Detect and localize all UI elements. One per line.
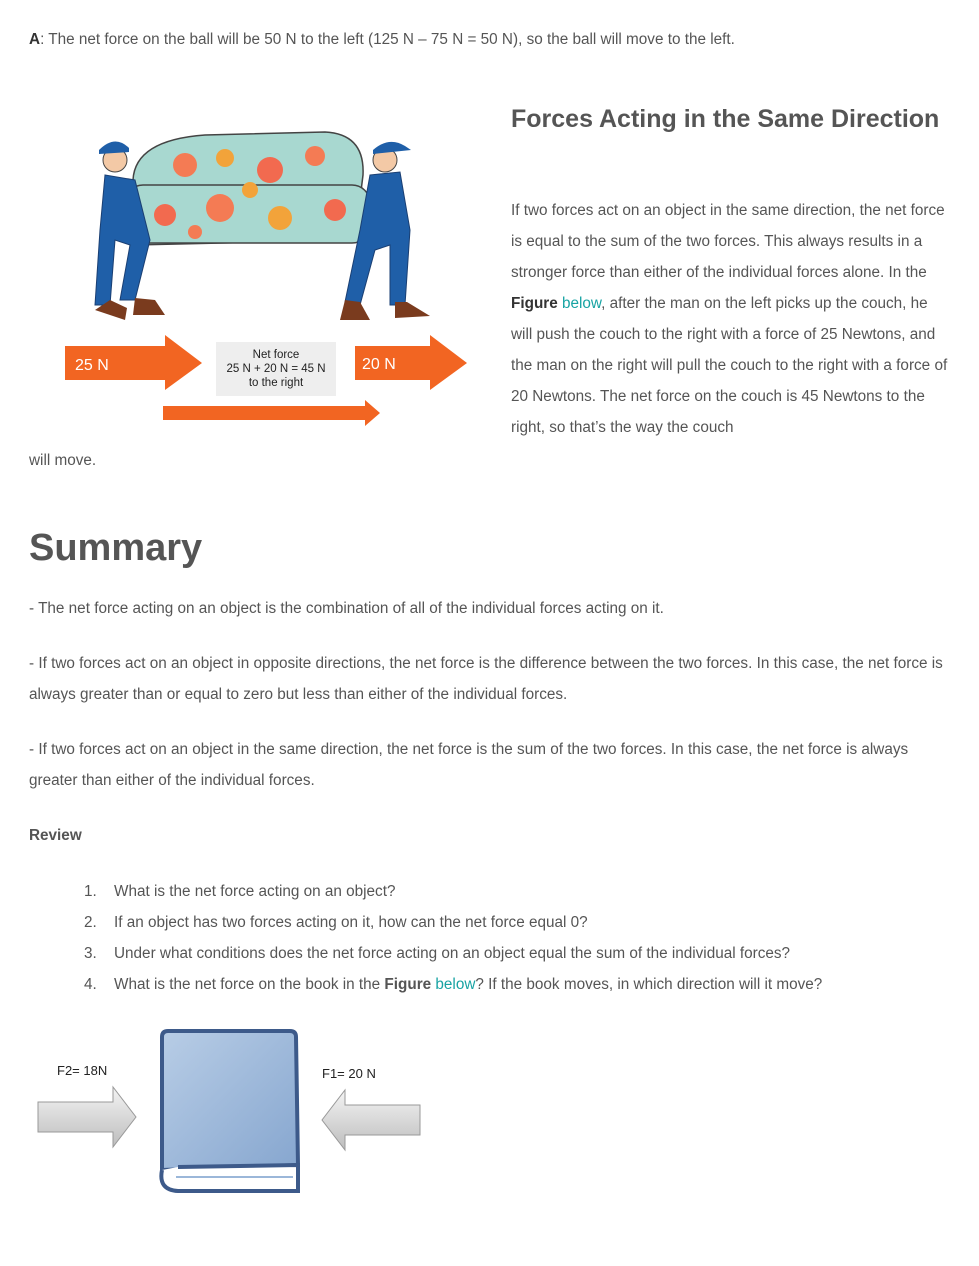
f2-arrow [38,1087,136,1147]
review-item-4: 4. What is the net force on the book in the Figure below? If the book moves, in which direction will it move? [84,976,823,993]
summary-title: Summary [29,527,203,569]
book-icon [161,1031,298,1191]
section-body [511,195,951,443]
section-body-part-1: If two forces act on an object in the same direction, the net force is equal to the sum of the two forces. This always results in a stronger force than either of the individual forces alone. In the [511,202,945,281]
below-link-2[interactable]: below [435,976,476,993]
summary-item-2: - If two forces act on an object in opposite directions, the net force is the difference between the two forces. In this case, the net force is always greater than or equal to zero but less than either of the individual forces. [29,655,943,703]
couch-illustration [125,132,370,245]
net-force-line-3: to the right [248,377,304,389]
figure-word-2: Figure [384,976,432,993]
couch-figure [55,120,475,440]
book-figure [28,1025,438,1205]
net-force-arrow [163,400,380,426]
review-item-2: 2. If an object has two forces acting on it, how can the net force equal 0? [84,914,588,931]
answer-paragraph [29,24,959,55]
below-link[interactable]: below [562,295,602,312]
f2-label: F2= 18N [57,1063,108,1078]
summary-item-1: - The net force acting on an object is the combination of all of the individual forces acting on it. [29,600,664,617]
net-force-line-2: 25 N + 20 N = 45 N [226,363,326,375]
answer-letter: A [29,31,41,48]
right-force-label: 20 N [362,356,396,373]
answer-text: : The net force on the ball will be 50 N to the left (125 N – 75 N = 50 N), so the ball will move to the left. [40,31,735,48]
summary-item-3: - If two forces act on an object in the same direction, the net force is the sum of the two forces. In this case, the net force is always greater than either of the individual forces. [29,741,909,789]
f1-label: F1= 20 N [322,1066,376,1081]
f1-arrow [322,1090,420,1150]
review-list [84,876,964,1000]
section-heading: Forces Acting in the Same Direction [511,105,940,133]
review-title: Review [29,827,82,844]
section-body-part-2: , after the man on the left picks up the couch, he will push the couch to the right with a force of 25 Newtons, and the man on the right will pull the couch to the right with a force of 20 Newtons. The net force on the couch is 45 Newtons to the right, so that’s the way the couch [511,295,948,436]
review-item-3: 3. Under what conditions does the net force acting on an object equal the sum of the individual forces? [84,945,791,962]
left-force-label: 25 N [75,357,109,374]
review-item-1: 1. What is the net force acting on an object? [84,883,396,900]
right-force-arrow [355,335,467,390]
net-force-line-1: Net force [252,349,300,361]
figure-word: Figure [511,295,558,312]
net-force-box [216,342,336,396]
section-body-tail: will move. [29,452,97,469]
left-force-arrow [65,335,202,390]
